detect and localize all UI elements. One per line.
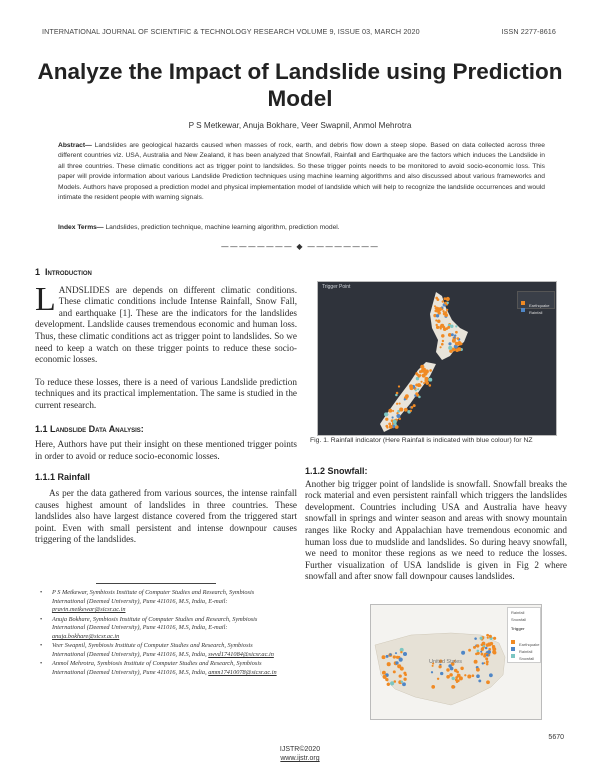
trigger-point-marker xyxy=(437,320,441,324)
trigger-point-marker xyxy=(455,331,458,334)
footnote-text: Anuja Bokhare, Symbiosis Institute of Computer Studies and Research, Symbiosis International (Deemed University), Pune 411016, M.S, India, E-mail: xyxy=(52,615,258,632)
author-email-link[interactable]: amm17410078@sicsr.ac.in xyxy=(208,668,277,676)
trigger-point-marker xyxy=(389,653,392,656)
trigger-point-marker xyxy=(493,648,496,651)
trigger-point-marker xyxy=(398,385,400,387)
trigger-point-marker xyxy=(432,665,434,667)
trigger-point-marker xyxy=(446,297,450,301)
trigger-point-marker xyxy=(476,674,480,678)
index-terms-label: Index Terms xyxy=(58,224,97,231)
trigger-point-marker xyxy=(429,384,432,387)
trigger-point-marker xyxy=(437,678,439,680)
trigger-point-marker xyxy=(438,326,440,328)
legend-title-snowfall: Snowfall xyxy=(511,617,527,622)
trigger-point-marker xyxy=(392,416,394,418)
footnote-text: Anmol Mehrotra, Symbiosis Institute of Computer Studies and Research, Symbiosis International (Deemed University), Pune 411016, M.S, India, xyxy=(52,660,262,676)
legend-entry xyxy=(511,647,534,665)
trigger-point-marker xyxy=(451,333,454,336)
trigger-point-marker xyxy=(429,369,432,372)
trigger-point-marker xyxy=(442,300,444,302)
trigger-point-marker xyxy=(448,342,451,345)
trigger-point-marker xyxy=(485,657,488,660)
trigger-point-marker xyxy=(440,672,443,675)
trigger-point-marker xyxy=(492,645,494,647)
trigger-point-marker xyxy=(441,343,444,346)
trigger-point-marker xyxy=(404,398,406,400)
drop-cap: L xyxy=(35,280,56,318)
journal-header: INTERNATIONAL JOURNAL OF SCIENTIFIC & TECHNOLOGY RESEARCH VOLUME 9, ISSUE 03, MARCH 2020 xyxy=(42,27,420,36)
trigger-point-marker xyxy=(487,650,491,654)
trigger-point-marker xyxy=(399,658,403,662)
trigger-point-marker xyxy=(435,324,437,326)
trigger-point-marker xyxy=(421,369,425,373)
trigger-point-marker xyxy=(431,685,435,689)
footer-copyright: IJSTR©2020 xyxy=(279,746,321,753)
trigger-point-marker xyxy=(474,660,478,664)
section-1-title: Introduction xyxy=(45,267,92,277)
footnote-rule xyxy=(96,583,216,584)
trigger-point-marker xyxy=(446,309,448,311)
trigger-point-marker xyxy=(442,340,444,342)
trigger-point-marker xyxy=(396,392,399,395)
trigger-point-marker xyxy=(399,408,403,412)
trigger-point-marker xyxy=(467,675,471,679)
trigger-point-marker xyxy=(437,298,440,301)
footnote-item xyxy=(40,660,280,677)
trigger-point-marker xyxy=(417,388,419,390)
trigger-point-marker xyxy=(468,649,471,652)
trigger-point-marker xyxy=(425,381,428,384)
trigger-point-marker xyxy=(454,669,457,672)
trigger-point-marker xyxy=(410,410,412,412)
abstract-text: Landslides are geological hazards caused when masses of rock, earth, and debris flow down a steep slope. Based on data collected across three different countries viz. USA, Australia and New Zealand, it has been analyzed that Snowfall, Rainfall and Earthquake are the factors which induces the Landslide in all three countries. These climatic conditions act as trigger point to landslides. So these trigger points needs to be monitored to avoid socio-economic loss. This paper will provide information about various Landslide Prediction techniques using machine learning algorithms and also discussed about various frameworks and Models. Authors have proposed a prediction model and physical implementation model of landslide which will help to recognize the landslide occurrences and would intimate the resident people with warning signals. xyxy=(58,142,545,202)
trigger-point-marker xyxy=(475,653,478,656)
trigger-point-marker xyxy=(455,678,458,681)
paper-title: Analyze the Impact of Landslide using Prediction Model xyxy=(37,59,563,111)
legend-swatch-snowfall xyxy=(511,654,515,658)
footnotes xyxy=(40,589,280,678)
trigger-point-marker xyxy=(476,650,479,653)
trigger-point-marker xyxy=(441,334,444,337)
trigger-point-marker xyxy=(384,412,388,416)
author-list: P S Metkewar, Anuja Bokhare, Veer Swapnil, Anmol Mehrotra xyxy=(188,121,412,130)
footnote-item xyxy=(40,642,280,659)
trigger-point-marker xyxy=(390,681,394,685)
trigger-point-marker xyxy=(474,637,477,640)
usa-country-label: United States xyxy=(429,659,463,665)
trigger-point-marker xyxy=(453,337,455,339)
trigger-point-marker xyxy=(489,635,492,638)
trigger-point-marker xyxy=(476,668,480,672)
page-number: 5670 xyxy=(548,734,564,741)
trigger-point-marker xyxy=(455,325,457,327)
usa-land-shape xyxy=(375,633,505,705)
abstract: Abstract— Landslides are geological hazards caused when masses of rock, earth, and debris flow down a steep slope. Based on data collected across three different countries viz. USA, Australia and New Zealand, it has been analyzed that Snowfall, Rainfall and Earthquake are the factors which induces the Landslide in all three countries. These climatic conditions act as trigger point to landslides. So these trigger points needs to be monitored to avoid socio-economic loss. This paper will provide information about various Landslide Prediction techniques using machine learning algorithms and also discussed about various frameworks and Models. Authors have proposed a prediction model and physical implementation model of landslide which will help to recognize the landslide occurrences and would intimate the resident people with warning signals. xyxy=(58,142,545,202)
trigger-point-marker xyxy=(417,383,421,387)
trigger-point-marker xyxy=(446,668,449,671)
legend-group-trigger: Trigger xyxy=(511,626,525,631)
section-divider: ———————— ◆ ———————— xyxy=(220,242,380,251)
intro-paragraph-1 xyxy=(35,280,297,366)
trigger-point-marker xyxy=(445,311,447,313)
trigger-point-marker xyxy=(404,408,408,412)
trigger-point-marker xyxy=(473,646,476,649)
figure-2-usa-map xyxy=(370,604,542,720)
author-email-link[interactable]: pravin.metkewar@sicsr.ac.in xyxy=(52,606,126,614)
trigger-point-marker xyxy=(402,682,406,686)
trigger-point-marker xyxy=(444,302,447,305)
right-column xyxy=(305,466,567,583)
trigger-point-marker xyxy=(490,642,494,646)
footnote-text: Veer Swapnil, Symbiosis Institute of Computer Studies and Research, Symbiosis International (Deemed University), Pune 411016, M.S, India, xyxy=(52,642,253,658)
trigger-point-marker xyxy=(447,326,450,329)
trigger-point-marker xyxy=(385,418,388,421)
trigger-point-marker xyxy=(411,406,414,409)
trigger-point-marker xyxy=(480,651,482,653)
trigger-point-marker xyxy=(399,403,401,405)
trigger-point-marker xyxy=(438,665,441,668)
trigger-point-marker xyxy=(493,651,497,655)
footnote-item xyxy=(40,616,280,642)
left-column xyxy=(35,267,297,546)
trigger-point-marker xyxy=(452,677,455,680)
section-1-1-1-text: As per the data gathered from various sources, the intense rainfall causes highest amount of landslides in three countries. These landslides also have largest distance covered from the triggered start point. Even with small persistent and intense downpour causes triggering of the landslides. xyxy=(35,487,297,545)
trigger-point-marker xyxy=(439,307,443,311)
figure-2-legend xyxy=(507,607,541,663)
trigger-point-marker xyxy=(486,680,490,684)
trigger-point-marker xyxy=(395,652,397,654)
trigger-point-marker xyxy=(396,403,398,405)
trigger-point-marker xyxy=(457,337,460,340)
trigger-point-marker xyxy=(383,675,387,679)
trigger-point-marker xyxy=(392,410,394,412)
trigger-point-marker xyxy=(446,302,448,304)
trigger-point-marker xyxy=(486,643,489,646)
intro-paragraph-2: To reduce these losses, there is a need of various Landslide prediction techniques and its practical implementation. The same is studied in the current research. xyxy=(35,376,297,410)
trigger-point-marker xyxy=(400,651,402,653)
trigger-point-marker xyxy=(476,644,479,647)
trigger-point-marker xyxy=(393,655,396,658)
trigger-point-marker xyxy=(428,378,432,382)
trigger-point-marker xyxy=(443,328,445,330)
trigger-point-marker xyxy=(472,674,475,677)
footer-website-link[interactable]: www.ijstr.org xyxy=(280,755,320,762)
trigger-point-marker xyxy=(418,396,421,399)
legend-label-snowfall: Snowfall xyxy=(519,656,535,661)
legend-label-earthquake: Earthquake xyxy=(519,642,540,647)
footnote-item xyxy=(40,589,280,615)
abstract-label: Abstract xyxy=(58,142,86,149)
trigger-point-marker xyxy=(485,647,488,650)
trigger-point-marker xyxy=(480,637,483,640)
trigger-point-marker xyxy=(397,664,401,668)
trigger-point-marker xyxy=(417,374,420,377)
issn-header: ISSN 2277-8616 xyxy=(501,27,556,36)
trigger-point-marker xyxy=(448,346,452,350)
section-1-1-heading: 1.1 Landslide Data Analysis: xyxy=(35,423,144,434)
trigger-point-marker xyxy=(396,414,400,418)
trigger-point-marker xyxy=(436,314,439,317)
legend-label-rainfall: Rainfall xyxy=(519,649,533,654)
trigger-point-marker xyxy=(486,634,489,637)
trigger-point-marker xyxy=(389,425,393,429)
trigger-point-marker xyxy=(478,679,481,682)
trigger-point-marker xyxy=(486,660,489,663)
trigger-point-marker xyxy=(487,637,489,639)
trigger-point-marker xyxy=(420,381,422,383)
legend-title-rainfall: Rainfall xyxy=(511,610,525,615)
trigger-point-marker xyxy=(486,663,489,666)
trigger-point-marker xyxy=(403,672,406,675)
trigger-point-marker xyxy=(493,637,496,640)
trigger-point-marker xyxy=(440,346,442,348)
figure-1-caption: Fig. 1. Rainfall indicator (Here Rainfall is indicated with blue colour) for NZ xyxy=(310,437,533,444)
trigger-point-marker xyxy=(481,653,484,656)
trigger-point-marker xyxy=(415,389,417,391)
trigger-point-marker xyxy=(423,382,425,384)
trigger-point-marker xyxy=(386,655,389,658)
trigger-point-marker xyxy=(451,685,455,689)
trigger-point-marker xyxy=(382,655,386,659)
trigger-point-marker xyxy=(435,319,437,321)
section-1-1-text: Here, Authors have put their insight on these mentioned trigger points in order to avoid or reduce socio-economic losses. xyxy=(35,439,297,461)
trigger-point-marker xyxy=(455,342,459,346)
section-1-1-1-heading: 1.1.1 Rainfall xyxy=(35,472,91,483)
trigger-point-marker xyxy=(401,680,404,683)
author-email-link[interactable]: swvd1741084@sicsr.ac.in xyxy=(208,650,274,658)
legend-label-earthquake: Earthquake xyxy=(529,303,550,308)
trigger-point-marker xyxy=(387,683,390,686)
trigger-point-marker xyxy=(399,674,402,677)
section-1-1-2-heading: 1.1.2 Snowfall: xyxy=(305,466,368,476)
trigger-point-marker xyxy=(481,644,484,647)
index-terms: Index Terms— Landslides, prediction technique, machine learning algorithm, prediction model. xyxy=(58,224,340,231)
index-terms-text: Landslides, prediction technique, machine learning algorithm, prediction model. xyxy=(105,224,340,231)
figure-1-map-title: Trigger Point xyxy=(322,284,351,290)
trigger-point-marker xyxy=(403,652,407,656)
trigger-point-marker xyxy=(409,384,413,388)
figure-1-nz-map xyxy=(317,281,557,436)
trigger-point-marker xyxy=(449,673,453,677)
trigger-point-marker xyxy=(461,651,465,655)
trigger-point-marker xyxy=(425,377,429,381)
trigger-point-marker xyxy=(403,678,406,681)
trigger-point-marker xyxy=(388,409,392,413)
intro-p1-text: ANDSLIDES are depends on different climatic conditions. These climatic conditions include Intense Rainfall, Snow Fall, and earthquake [1]. These are the indicators for the landslides development. Landslide causes tremendous economic and human loss. Thus, these climatic conditions act as trigger point to landslides. So we need to keep a watch on these trigger points to reduce these socio-economic losses. xyxy=(35,284,297,365)
footnote-text: P S Metkewar, Symbiosis Institute of Computer Studies and Research, Symbiosis International (Deemed University), Pune 411016, M.S, India, E-mail: xyxy=(52,589,255,605)
trigger-point-marker xyxy=(455,676,458,679)
trigger-point-marker xyxy=(486,654,489,657)
trigger-point-marker xyxy=(413,404,416,407)
trigger-point-marker xyxy=(393,420,397,424)
trigger-point-marker xyxy=(446,675,450,679)
trigger-point-marker xyxy=(482,662,484,664)
trigger-point-marker xyxy=(431,671,433,673)
trigger-point-marker xyxy=(460,667,463,670)
section-1-heading xyxy=(35,267,297,279)
trigger-point-marker xyxy=(443,297,446,300)
trigger-point-marker xyxy=(455,348,459,352)
trigger-point-marker xyxy=(387,662,391,666)
legend-label-rainfall: Rainfall xyxy=(529,310,543,315)
trigger-point-marker xyxy=(440,327,442,329)
trigger-point-marker xyxy=(385,425,388,428)
trigger-point-marker xyxy=(443,326,446,329)
trigger-point-marker xyxy=(415,392,418,395)
nz-map-graphic xyxy=(318,282,557,436)
trigger-point-marker xyxy=(488,648,491,651)
trigger-point-marker xyxy=(395,661,398,664)
section-1-1-2-text: Another big trigger point of landslide is snowfall. Snowfall breaks the rock material and even persistent rainfall which triggers the landslides development. Countries including USA and Australia have heavy snowfall in springs and winter season and areas with snowy mountain ranges like Rocky and Appalachian have tremendous economic and human loss due to mudslide and landslides. So during heavy snowfall, we need to monitor these regions as we need to reduce the losses. Further visualization of USA landslide is given in Fig 2 where snowfall and after snow fall downpour causes landslides. xyxy=(305,478,567,582)
trigger-point-marker xyxy=(393,670,396,673)
trigger-point-marker xyxy=(382,671,386,675)
trigger-point-marker xyxy=(464,674,466,676)
trigger-point-marker xyxy=(415,373,418,376)
author-email-link[interactable]: anuja.bokhare@sicsr.ac.in xyxy=(52,633,120,641)
trigger-point-marker xyxy=(396,412,398,414)
trigger-point-marker xyxy=(435,306,437,308)
section-1-number: 1 xyxy=(35,267,41,277)
trigger-point-marker xyxy=(489,673,493,677)
